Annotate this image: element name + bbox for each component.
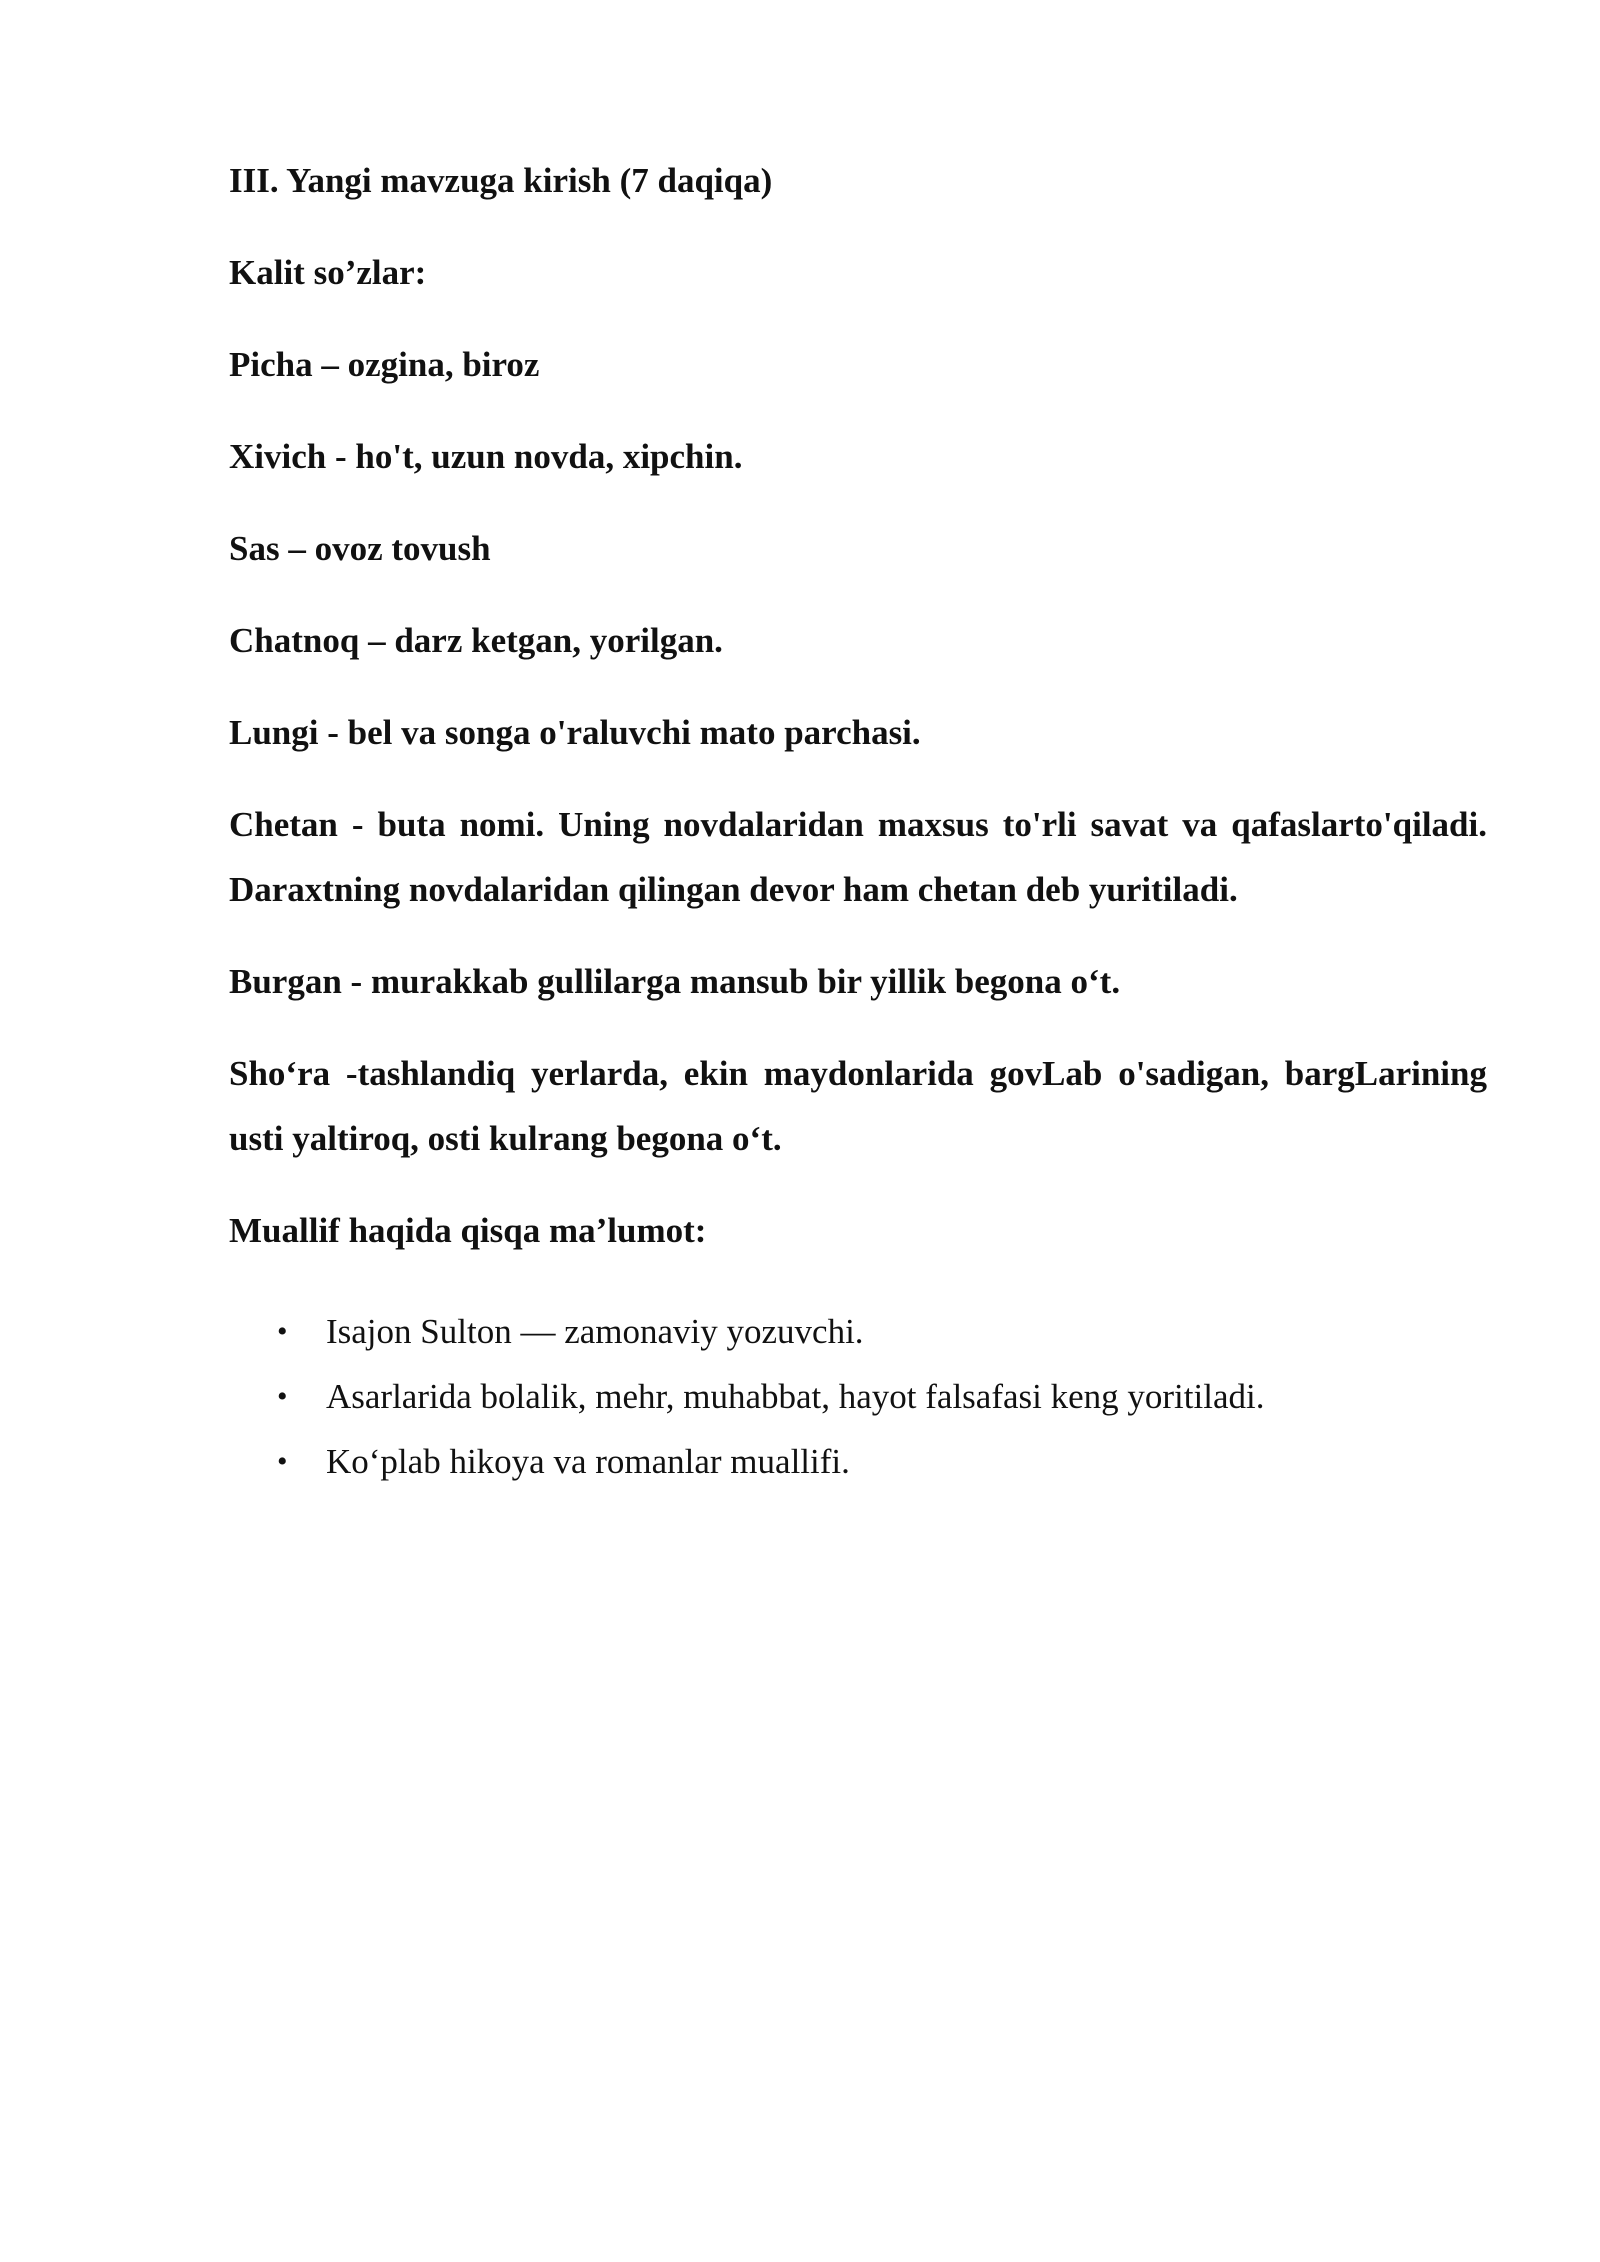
list-item	[229, 1364, 1487, 1429]
keyword-entry: Picha – ozgina, biroz	[229, 345, 540, 384]
document-page	[229, 148, 1487, 1494]
bullet-icon: •	[277, 1315, 288, 1348]
bullet-icon: •	[277, 1445, 288, 1478]
keyword-entry: Chatnoq – darz ketgan, yorilgan.	[229, 621, 723, 660]
keyword-entry: Xivich - ho't, uzun novda, xipchin.	[229, 437, 743, 476]
author-fact: Ko‘plab hikoya va romanlar muallifi.	[326, 1442, 850, 1481]
keywords-heading: Kalit so’zlar:	[229, 253, 427, 292]
author-heading: Muallif haqida qisqa ma’lumot:	[229, 1211, 707, 1250]
keyword-entry: Burgan - murakkab gullilarga mansub bir yillik begona o‘t.	[229, 962, 1121, 1001]
keyword-entry: Sas – ovoz tovush	[229, 529, 491, 568]
author-fact: Asarlarida bolalik, mehr, muhabbat, hayot falsafasi keng yoritiladi.	[326, 1377, 1265, 1416]
keyword-entry: Chetan - buta nomi. Uning novdalaridan maxsus to'rli savat va qafaslarto'qiladi. Daraxtning novdalaridan qilingan devor ham chetan deb yuritiladi.	[229, 805, 1487, 909]
author-fact: Isajon Sulton — zamonaviy yozuvchi.	[326, 1312, 864, 1351]
list-item	[229, 1299, 1487, 1364]
keyword-entry: Lungi - bel va songa o'raluvchi mato parchasi.	[229, 713, 921, 752]
author-facts-list	[229, 1299, 1487, 1494]
keyword-entry: Sho‘ra -tashlandiq yerlarda, ekin maydonlarida govLab o'sadigan, bargLarining usti yaltiroq, osti kulrang begona o‘t.	[229, 1054, 1487, 1158]
bullet-icon: •	[277, 1380, 288, 1413]
section-title: III. Yangi mavzuga kirish (7 daqiqa)	[229, 161, 773, 200]
list-item	[229, 1429, 1487, 1494]
